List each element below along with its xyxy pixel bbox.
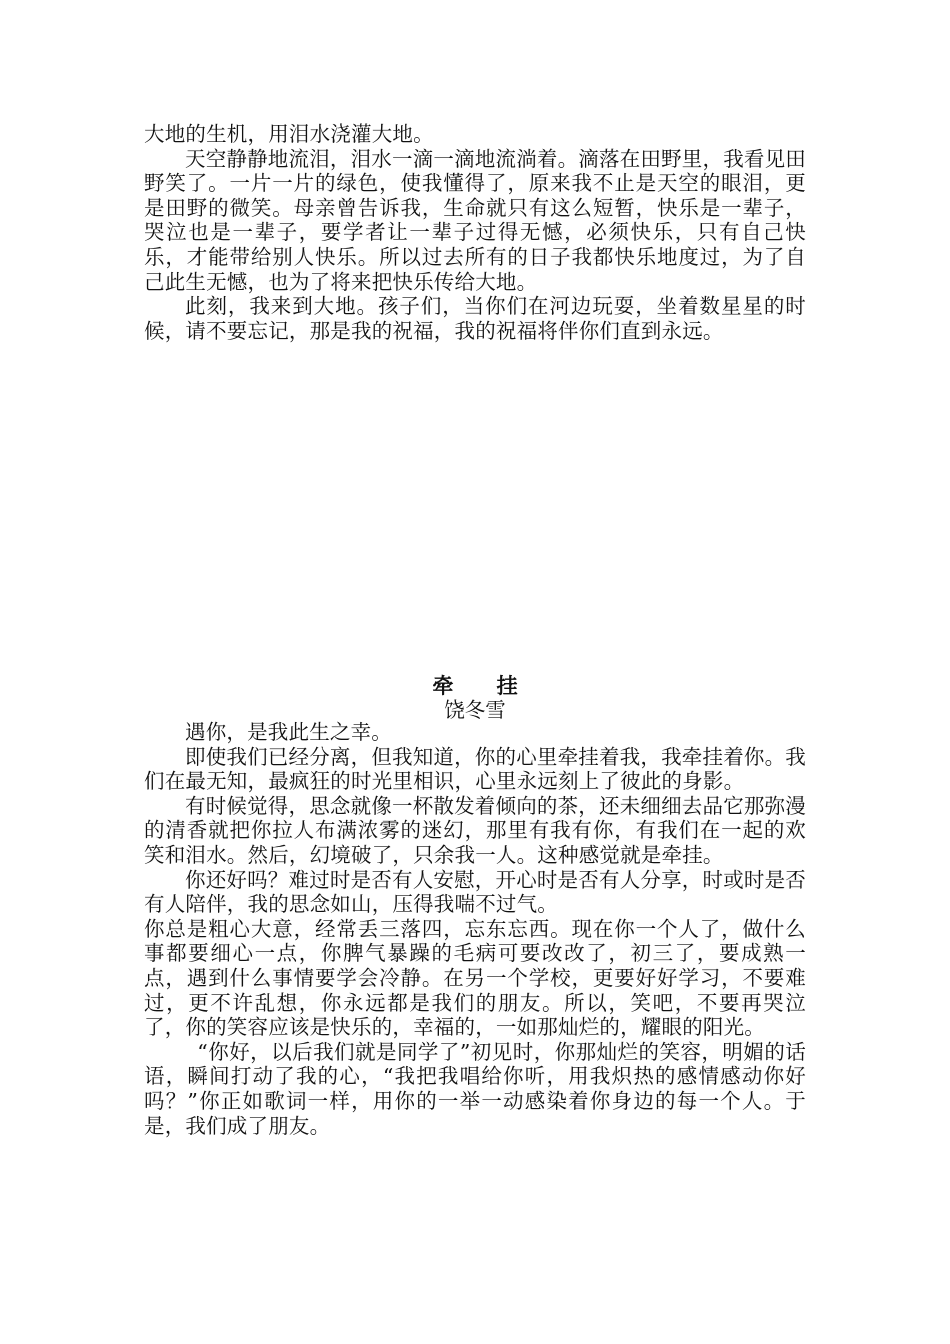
paragraph: 即使我们已经分离，但我知道，你的心里牵挂着我，我牵挂着你。我们在最无知，最疯狂的时光里相识，心里永远刻上了彼此的身影。	[144, 744, 806, 794]
essay-body	[144, 720, 806, 1138]
paragraph: 大地的生机，用泪水浇灌大地。	[144, 122, 434, 146]
essay-title: 牵 挂	[432, 673, 536, 698]
paragraph: “你好，以后我们就是同学了”初见时，你那灿烂的笑容，明媚的话语，瞬间打动了我的心，“我把我唱给你听，用我炽热的感情感动你好吗？”你正如歌词一样，用你的一举一动感染着你身边的每一个人。于是，我们成了朋友。	[144, 1039, 806, 1138]
paragraph: 遇你，是我此生之幸。	[185, 720, 392, 744]
paragraph: 你还好吗？难过时是否有人安慰，开心时是否有人分享，时或时是否有人陪伴，我的思念如山，压得我喘不过气。	[144, 867, 806, 917]
paragraph: 有时候觉得，思念就像一杯散发着倾向的茶，还未细细去品它那弥漫的清香就把你拉人布满浓雾的迷幻，那里有我有你，有我们在一起的欢笑和泪水。然后，幻境破了，只余我一人。这种感觉就是牵挂。	[144, 793, 806, 867]
paragraph: 你总是粗心大意，经常丢三落四，忘东忘西。现在你一个人了，做什么事都要细心一点，你脾气暴躁的毛病可要改改了，初三了，要成熟一点，遇到什么事情要学会冷静。在另一个学校，更要好好学习，不要难过，更不许乱想，你永远都是我们的朋友。所以，笑吧，不要再哭泣了，你的笑容应该是快乐的，幸福的，一如那灿烂的，耀眼的阳光。	[144, 916, 806, 1040]
essay-continuation	[144, 122, 806, 343]
essay-author: 饶冬雪	[444, 698, 506, 722]
paragraph: 天空静静地流泪，泪水一滴一滴地流淌着。滴落在田野里，我看见田野笑了。一片一片的绿色，使我懂得了，原来我不止是天空的眼泪，更是田野的微笑。母亲曾告诉我，生命就只有这么短暂，快乐是一辈子，哭泣也是一辈子，要学者让一辈子过得无憾，必须快乐，只有自己快乐，才能带给别人快乐。所以过去所有的日子我都快乐地度过，为了自己此生无憾，也为了将来把快乐传给大地。	[144, 146, 806, 294]
paragraph: 此刻，我来到大地。孩子们，当你们在河边玩耍，坐着数星星的时候，请不要忘记，那是我的祝福，我的祝福将伴你们直到永远。	[144, 294, 806, 343]
